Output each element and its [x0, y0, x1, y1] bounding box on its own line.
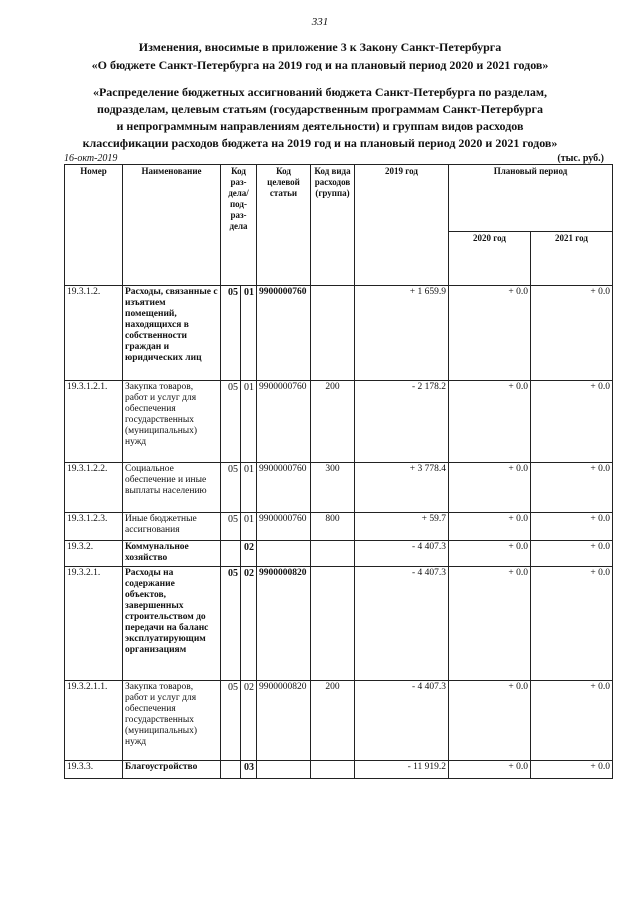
- header-2020: 2020 год: [449, 231, 531, 285]
- row-number: 19.3.1.2.2.: [65, 463, 123, 513]
- row-name: Иные бюджетные ассигнования: [123, 513, 221, 541]
- header-target: Код целевой статьи: [257, 165, 311, 286]
- row-value-2019: - 2 178.2: [355, 381, 449, 463]
- row-name: Коммунальное хозяйство: [123, 541, 221, 567]
- header-razdel: Код раз- дела/ под- раз- дела: [221, 165, 257, 286]
- row-type-code: [311, 761, 355, 779]
- row-podrazdel: 01: [241, 286, 257, 381]
- subtitle-line: подразделам, целевым статьям (государственным программам Санкт-Петербурга: [97, 102, 543, 116]
- row-razdel: 05: [221, 567, 241, 681]
- row-podrazdel: 02: [241, 681, 257, 761]
- row-razdel: 05: [221, 681, 241, 761]
- table-row: [65, 381, 613, 463]
- row-value-2021: + 0.0: [531, 381, 613, 463]
- table-row: [65, 681, 613, 761]
- row-number: 19.3.2.1.1.: [65, 681, 123, 761]
- row-razdel: 05: [221, 463, 241, 513]
- row-value-2020: + 0.0: [449, 381, 531, 463]
- table-row: [65, 541, 613, 567]
- title-line: «О бюджете Санкт-Петербурга на 2019 год и на плановый период 2020 и 2021 годов»: [91, 58, 549, 72]
- row-value-2020: + 0.0: [449, 513, 531, 541]
- row-value-2021: + 0.0: [531, 541, 613, 567]
- row-target-code: 9900000820: [257, 567, 311, 681]
- subtitle-line: «Распределение бюджетных ассигнований бюджета Санкт-Петербурга по разделам,: [92, 85, 548, 99]
- row-number: 19.3.2.: [65, 541, 123, 567]
- row-podrazdel: 01: [241, 463, 257, 513]
- row-value-2019: - 4 407.3: [355, 541, 449, 567]
- row-value-2021: + 0.0: [531, 761, 613, 779]
- row-value-2020: + 0.0: [449, 541, 531, 567]
- row-name: Благоустройство: [123, 761, 221, 779]
- row-type-code: [311, 286, 355, 381]
- row-value-2021: + 0.0: [531, 681, 613, 761]
- row-value-2019: - 4 407.3: [355, 681, 449, 761]
- row-name: Социальное обеспечение и иные выплаты населению: [123, 463, 221, 513]
- row-target-code: 9900000760: [257, 463, 311, 513]
- table-row: [65, 761, 613, 779]
- row-name: Расходы на содержание объектов, завершенных строительством до передачи на баланс эксплуатирующим организациям: [123, 567, 221, 681]
- row-value-2019: + 3 778.4: [355, 463, 449, 513]
- row-podrazdel: 03: [241, 761, 257, 779]
- table-title: [40, 84, 600, 152]
- row-number: 19.3.1.2.3.: [65, 513, 123, 541]
- table-row: [65, 513, 613, 541]
- row-number: 19.3.1.2.: [65, 286, 123, 381]
- row-value-2019: - 11 919.2: [355, 761, 449, 779]
- table-row: [65, 567, 613, 681]
- row-razdel: 05: [221, 513, 241, 541]
- row-value-2019: + 59.7: [355, 513, 449, 541]
- header-2019: 2019 год: [355, 165, 449, 286]
- table-row: [65, 463, 613, 513]
- row-number: 19.3.3.: [65, 761, 123, 779]
- row-target-code: [257, 541, 311, 567]
- document-title: [0, 38, 640, 74]
- row-target-code: 9900000760: [257, 513, 311, 541]
- row-name: Закупка товаров, работ и услуг для обеспечения государственных (муниципальных) нужд: [123, 681, 221, 761]
- row-value-2021: + 0.0: [531, 513, 613, 541]
- row-value-2020: + 0.0: [449, 286, 531, 381]
- row-podrazdel: 01: [241, 513, 257, 541]
- row-value-2019: - 4 407.3: [355, 567, 449, 681]
- document-date: 16-окт-2019: [64, 153, 118, 164]
- header-name: Наименование: [123, 165, 221, 286]
- row-razdel: [221, 761, 241, 779]
- row-value-2020: + 0.0: [449, 567, 531, 681]
- row-podrazdel: 02: [241, 567, 257, 681]
- row-value-2021: + 0.0: [531, 567, 613, 681]
- row-value-2019: + 1 659.9: [355, 286, 449, 381]
- row-value-2020: + 0.0: [449, 681, 531, 761]
- row-value-2020: + 0.0: [449, 463, 531, 513]
- row-target-code: 9900000820: [257, 681, 311, 761]
- row-type-code: [311, 567, 355, 681]
- header-number: Номер: [65, 165, 123, 286]
- row-name: Расходы, связанные с изъятием помещений, находящихся в собственности граждан и юридических лиц: [123, 286, 221, 381]
- row-number: 19.3.1.2.1.: [65, 381, 123, 463]
- row-podrazdel: 01: [241, 381, 257, 463]
- row-type-code: 300: [311, 463, 355, 513]
- row-razdel: [221, 541, 241, 567]
- table-row: [65, 286, 613, 381]
- header-plan-period: Плановый период: [449, 165, 613, 232]
- header-2021: 2021 год: [531, 231, 613, 285]
- row-type-code: 200: [311, 681, 355, 761]
- budget-table: [64, 164, 613, 779]
- row-type-code: [311, 541, 355, 567]
- row-target-code: [257, 761, 311, 779]
- units-label: (тыс. руб.): [557, 153, 604, 164]
- row-target-code: 9900000760: [257, 286, 311, 381]
- row-razdel: 05: [221, 381, 241, 463]
- subtitle-line: и непрограммным направлениям деятельности) и группам видов расходов: [116, 119, 524, 133]
- title-line: Изменения, вносимые в приложение 3 к Закону Санкт-Петербурга: [138, 40, 502, 54]
- header-type: Код вида расходов (группа): [311, 165, 355, 286]
- row-name: Закупка товаров, работ и услуг для обеспечения государственных (муниципальных) нужд: [123, 381, 221, 463]
- page-number: 331: [311, 16, 329, 28]
- row-value-2021: + 0.0: [531, 463, 613, 513]
- row-razdel: 05: [221, 286, 241, 381]
- subtitle-line: классификации расходов бюджета на 2019 год и на плановый период 2020 и 2021 годов»: [82, 136, 558, 150]
- row-value-2021: + 0.0: [531, 286, 613, 381]
- row-type-code: 800: [311, 513, 355, 541]
- row-target-code: 9900000760: [257, 381, 311, 463]
- row-value-2020: + 0.0: [449, 761, 531, 779]
- row-number: 19.3.2.1.: [65, 567, 123, 681]
- row-type-code: 200: [311, 381, 355, 463]
- row-podrazdel: 02: [241, 541, 257, 567]
